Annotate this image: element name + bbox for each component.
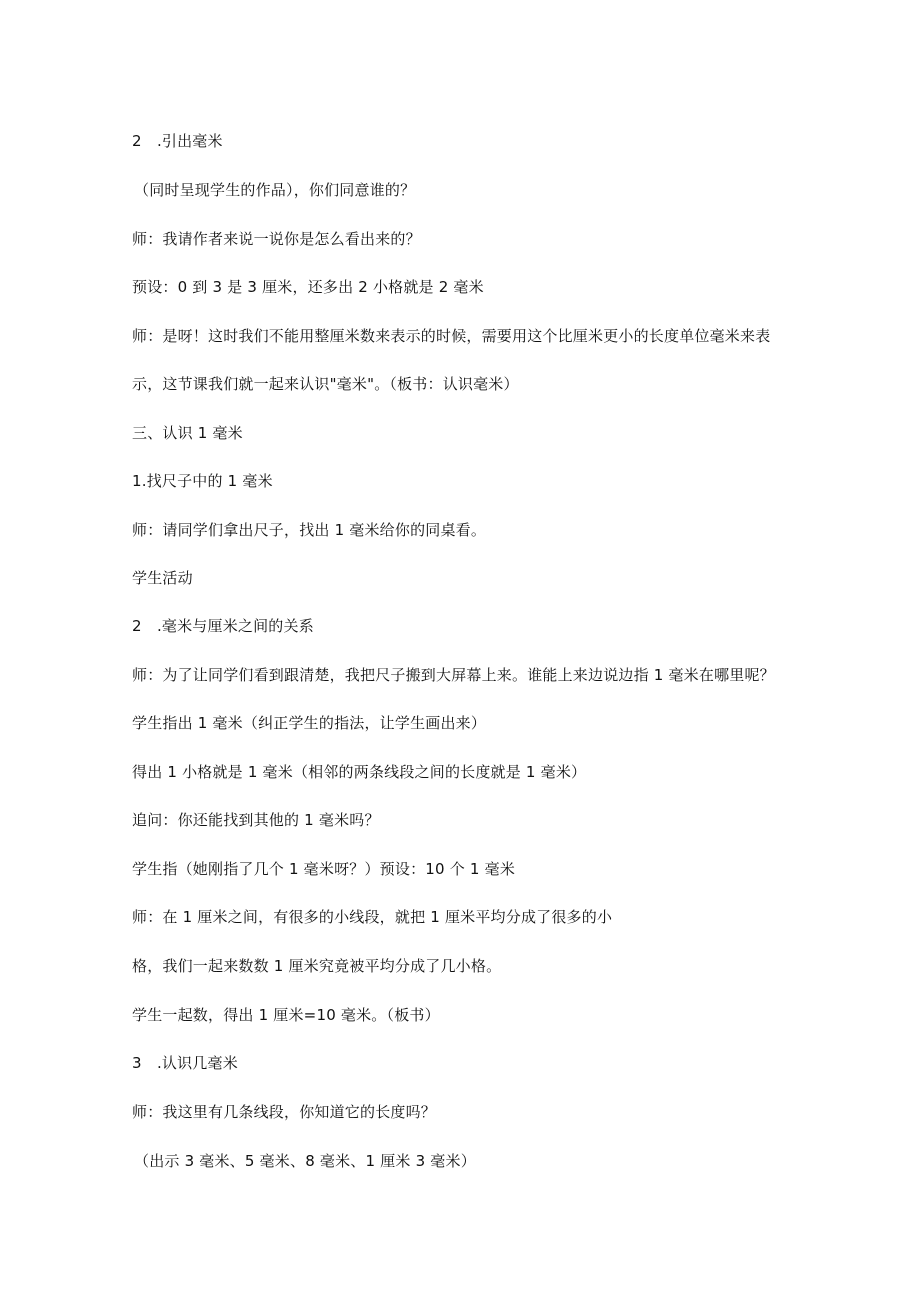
paragraph-line: 师：请同学们拿出尺子，找出 1 毫米给你的同桌看。 <box>132 521 487 539</box>
paragraph-line: 师：我这里有几条线段，你知道它的长度吗？ <box>132 1103 437 1121</box>
paragraph-line: （出示 3 毫米、5 毫米、8 毫米、1 厘米 3 毫米） <box>134 1152 476 1170</box>
paragraph-line: 得出 1 小格就是 1 毫米（相邻的两条线段之间的长度就是 1 毫米） <box>132 763 587 781</box>
subsection-heading-mm-cm-relation: 2 .毫米与厘米之间的关系 <box>132 617 314 635</box>
paragraph-line: 学生指（她刚指了几个 1 毫米呀？）预设：10 个 1 毫米 <box>132 860 516 878</box>
paragraph-line: 追问：你还能找到其他的 1 毫米吗？ <box>132 811 380 829</box>
paragraph-line: 格，我们一起来数数 1 厘米究竟被平均分成了几小格。 <box>132 957 502 975</box>
paragraph-line: 师：在 1 厘米之间，有很多的小线段，就把 1 厘米平均分成了很多的小 <box>132 908 613 926</box>
paragraph-line: 学生指出 1 毫米（纠正学生的指法，让学生画出来） <box>132 714 487 732</box>
paragraph-line: 师：为了让同学们看到跟清楚，我把尺子搬到大屏幕上来。谁能上来边说边指 1 毫米在哪里呢？ <box>132 666 775 684</box>
subsection-heading-know-several-mm: 3 .认识几毫米 <box>132 1054 238 1072</box>
subsection-heading-find-1mm: 1.找尺子中的 1 毫米 <box>132 472 273 490</box>
paragraph-line: （同时呈现学生的作品），你们同意谁的？ <box>134 181 416 199</box>
paragraph-line: 学生活动 <box>132 569 193 587</box>
paragraph-line: 预设：0 到 3 是 3 厘米，还多出 2 小格就是 2 毫米 <box>132 278 484 296</box>
section-heading-introduce-millimeter: 2 .引出毫米 <box>132 132 223 150</box>
paragraph-line: 师：我请作者来说一说你是怎么看出来的？ <box>132 230 421 248</box>
paragraph-line: 学生一起数，得出 1 厘米=10 毫米。（板书） <box>132 1006 440 1024</box>
section-heading-know-1mm: 三、认识 1 毫米 <box>132 424 243 442</box>
paragraph-line: 师：是呀！这时我们不能用整厘米数来表示的时候，需要用这个比厘米更小的长度单位毫米来表 <box>132 327 771 345</box>
paragraph-line: 示，这节课我们就一起来认识"毫米"。（板书：认识毫米） <box>132 375 519 393</box>
